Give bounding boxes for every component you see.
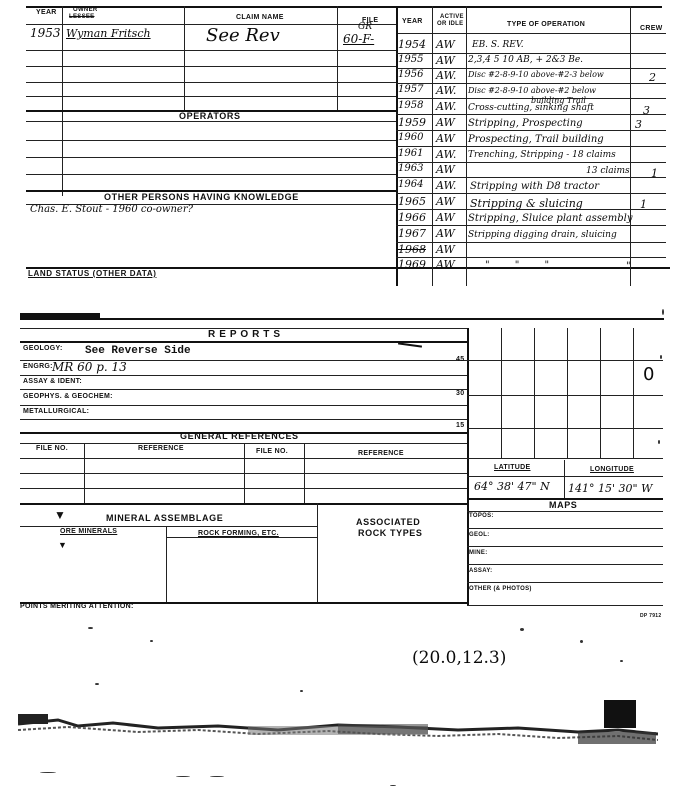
maps-header-line xyxy=(467,511,663,512)
ops-status: AW xyxy=(436,163,455,176)
speck xyxy=(210,776,224,777)
maps-geol-label: GEOL: xyxy=(469,532,490,538)
speck xyxy=(390,785,396,786)
claim-file-top: GR xyxy=(358,22,372,32)
longitude-label: LONGITUDE xyxy=(590,466,634,473)
latlong-divider xyxy=(564,460,565,500)
geophys-label: GEOPHYS. & GEOCHEM: xyxy=(23,393,113,400)
mineral-sub-line xyxy=(166,537,317,538)
ops-type: Stripping, Sluice plant assembly xyxy=(468,213,633,224)
year-header: YEAR xyxy=(36,9,57,16)
photocopy-noise xyxy=(18,706,658,750)
latitude-label: LATITUDE xyxy=(494,464,531,471)
ops-type: 13 claims xyxy=(586,166,630,176)
refs-row-line xyxy=(20,488,468,489)
associated-label: ASSOCIATED xyxy=(356,517,421,527)
report-row-line xyxy=(20,389,468,390)
owner-header: OWNER xyxy=(73,7,98,13)
crew-header: CREW xyxy=(640,25,663,32)
refs-row-line xyxy=(20,473,468,474)
grid-col-line xyxy=(501,328,502,458)
refs-file-no2-header: FILE NO. xyxy=(256,448,288,455)
maps-other-label: OTHER (& PHOTOS) xyxy=(469,586,532,592)
claim-row-line xyxy=(26,66,396,67)
ops-crew: " xyxy=(626,261,631,272)
assay-ident-label: ASSAY & IDENT: xyxy=(23,378,83,385)
speck xyxy=(95,683,99,685)
or-idle-header: OR IDLE xyxy=(437,21,464,27)
ops-type: Stripping with D8 tractor xyxy=(470,181,600,192)
operators-row-line xyxy=(26,157,396,158)
ops-type: 2,3,4 5 10 AB, + 2&3 Be. xyxy=(468,55,584,65)
rock-types-label: ROCK TYPES xyxy=(358,528,423,538)
ops-type: Prospecting, Trail building xyxy=(468,134,604,145)
speck xyxy=(88,627,93,629)
report-num-45: 45 xyxy=(456,356,465,363)
ops-type: Trenching, Stripping - 18 claims xyxy=(468,150,616,160)
latlong-label-line xyxy=(467,476,663,477)
general-references-title: GENERAL REFERENCES xyxy=(180,431,299,441)
grid-row-line xyxy=(467,395,663,396)
speck xyxy=(580,640,583,643)
claim-row-line xyxy=(26,50,396,51)
maps-bottom-line xyxy=(467,605,663,606)
ops-type: Stripping, Prospecting xyxy=(468,118,583,129)
col-line-year xyxy=(62,6,63,196)
operators-row-line xyxy=(26,121,396,122)
ops-year: 1966 xyxy=(398,211,426,224)
ops-status: AW. xyxy=(436,148,457,161)
engrg-label: ENGRG: xyxy=(23,363,53,370)
refs-row-line xyxy=(20,458,468,459)
latitude-value: 64° 38' 47" N xyxy=(474,480,550,493)
report-num-30: 30 xyxy=(456,390,465,397)
year-ops-header: YEAR xyxy=(402,18,423,25)
grid-col-line xyxy=(633,328,634,458)
arrow-mark-icon: ▼ xyxy=(58,540,67,550)
ops-status: AW xyxy=(436,195,455,208)
other-persons-label: OTHER PERSONS HAVING KNOWLEDGE xyxy=(104,192,299,202)
claim-row-line xyxy=(26,82,396,83)
report-row-line xyxy=(20,375,468,376)
mineral-header-line xyxy=(20,526,317,527)
ops-status: AW. xyxy=(436,84,457,97)
mineral-assemblage-title: MINERAL ASSEMBLAGE xyxy=(106,513,224,523)
refs-file-no-header: FILE NO. xyxy=(36,445,68,452)
lessee-header: LESSEE xyxy=(69,14,95,20)
ops-type: " " " xyxy=(485,260,550,271)
refs-reference2-header: REFERENCE xyxy=(358,450,404,457)
maps-title: MAPS xyxy=(549,500,578,510)
engrg-value: MR 60 p. 13 xyxy=(52,360,127,374)
ops-status: AW xyxy=(436,116,455,129)
ops-row-line xyxy=(396,193,666,194)
speck xyxy=(300,690,303,692)
ops-status: AW xyxy=(436,132,455,145)
ops-crew: 1 xyxy=(651,167,658,180)
claim-file: 60-F- xyxy=(343,32,375,46)
ops-crew: 3 xyxy=(643,104,650,117)
maps-topos-label: TOPOS: xyxy=(469,513,494,519)
ops-year: 1955 xyxy=(398,54,424,65)
longitude-value: 141° 15' 30" W xyxy=(568,482,653,495)
reports-title: R E P O R T S xyxy=(208,329,281,340)
refs-reference-header: REFERENCE xyxy=(138,445,184,452)
ops-year: 1969 xyxy=(398,258,426,271)
claim-row-line xyxy=(26,96,396,97)
form-number: DP 7912 xyxy=(640,613,662,619)
ops-note: building Trail xyxy=(531,96,586,105)
ops-row-line xyxy=(396,177,666,178)
speck xyxy=(176,776,190,777)
type-of-operation-header: TYPE OF OPERATION xyxy=(507,21,586,28)
grid-col-line xyxy=(567,328,568,458)
ops-status: AW xyxy=(436,243,455,256)
operators-label: OPERATORS xyxy=(179,111,241,121)
arrow-mark-icon: ▼ xyxy=(54,508,66,522)
speck xyxy=(520,628,524,631)
ops-status: AW xyxy=(436,54,455,67)
ops-year: 1956 xyxy=(398,69,424,80)
ops-type: Disc #2-8-9-10 above-#2-3 below xyxy=(468,70,604,79)
ops-crew: 3 xyxy=(635,118,642,131)
geology-label: GEOLOGY: xyxy=(23,345,63,352)
claim-owner: Wyman Fritsch xyxy=(66,27,151,40)
ops-row-line xyxy=(396,225,666,226)
ops-status: AW. xyxy=(436,179,457,192)
ore-minerals-label: ORE MINERALS xyxy=(60,528,118,535)
ops-year: 1968 xyxy=(398,243,426,256)
ops-year: 1957 xyxy=(398,84,424,95)
grid-col-line xyxy=(600,328,601,458)
coordinates-note: (20.0,12.3) xyxy=(412,648,507,668)
speck xyxy=(620,660,623,662)
rock-forming-label: ROCK FORMING, ETC. xyxy=(198,530,279,537)
top-border xyxy=(26,6,662,8)
ops-row-line xyxy=(396,130,666,131)
ops-status: AW xyxy=(436,227,455,240)
reports-top-border xyxy=(20,318,664,320)
ops-year: 1963 xyxy=(398,163,424,174)
claim-year: 1953 xyxy=(30,26,61,40)
ops-year: 1965 xyxy=(398,195,426,208)
grid-mark: 0 xyxy=(643,364,655,385)
maps-row-line xyxy=(467,546,663,547)
ops-row-line xyxy=(396,146,666,147)
pen-stroke xyxy=(398,342,422,347)
speck xyxy=(658,440,660,444)
ops-year: 1954 xyxy=(398,38,426,51)
other-persons-entry: Chas. E. Stout - 1960 co-owner? xyxy=(30,204,193,215)
active-header: ACTIVE xyxy=(440,14,464,20)
grid-bottom-line xyxy=(467,458,663,459)
ops-year: 1960 xyxy=(398,132,424,143)
ops-type: Disc #2-8-9-10 above-#2 below xyxy=(468,86,596,95)
maps-row-line xyxy=(467,582,663,583)
maps-assay-label: ASSAY: xyxy=(469,568,493,574)
black-corner-mark xyxy=(604,700,636,728)
speck xyxy=(40,772,56,773)
geology-value: See Reverse Side xyxy=(85,345,191,357)
speck xyxy=(662,309,664,315)
operators-row-line xyxy=(26,140,396,141)
ops-crew: 2 xyxy=(649,71,656,84)
ops-year: 1959 xyxy=(398,116,426,129)
claim-name-header: CLAIM NAME xyxy=(236,14,284,21)
report-row-line xyxy=(20,419,468,420)
maps-row-line xyxy=(467,528,663,529)
ops-status: AW xyxy=(436,38,455,51)
ops-row-line xyxy=(396,114,666,115)
claim-name: See Rev xyxy=(206,25,280,46)
report-row-line xyxy=(20,405,468,406)
ops-type: Stripping & sluicing xyxy=(470,197,583,210)
file-header: FILE xyxy=(362,17,379,24)
speck xyxy=(660,355,662,359)
speck xyxy=(150,640,153,642)
grid-col-line xyxy=(534,328,535,458)
refs-bottom-line xyxy=(20,503,468,505)
mineral-assoc-divider xyxy=(317,503,318,603)
ops-year: 1961 xyxy=(398,148,424,159)
operators-row-line xyxy=(26,174,396,175)
metallurgical-label: METALLURGICAL: xyxy=(23,408,90,415)
ops-year: 1958 xyxy=(398,100,424,111)
grid-row-line xyxy=(467,360,663,361)
ops-status: AW. xyxy=(436,69,457,82)
ops-type: Stripping digging drain, sluicing xyxy=(468,230,617,240)
ops-crew: 1 xyxy=(640,198,647,211)
maps-row-line xyxy=(467,564,663,565)
maps-mine-label: MINE: xyxy=(469,550,488,556)
land-status-label: LAND STATUS (OTHER DATA) xyxy=(28,269,157,278)
ops-type: EB. S. REV. xyxy=(472,40,524,50)
grid-row-line xyxy=(467,428,663,429)
ops-status: AW xyxy=(436,211,455,224)
report-num-15: 15 xyxy=(456,422,465,429)
ops-year: 1964 xyxy=(398,179,424,190)
ops-year: 1967 xyxy=(398,227,426,240)
header-divider-right xyxy=(396,33,666,34)
ops-status: AW. xyxy=(436,100,457,113)
points-meriting-label: POINTS MERITING ATTENTION: xyxy=(20,603,134,610)
ops-type: Cross-cutting, sinking shaft xyxy=(468,103,594,113)
ops-status: AW xyxy=(436,258,455,271)
